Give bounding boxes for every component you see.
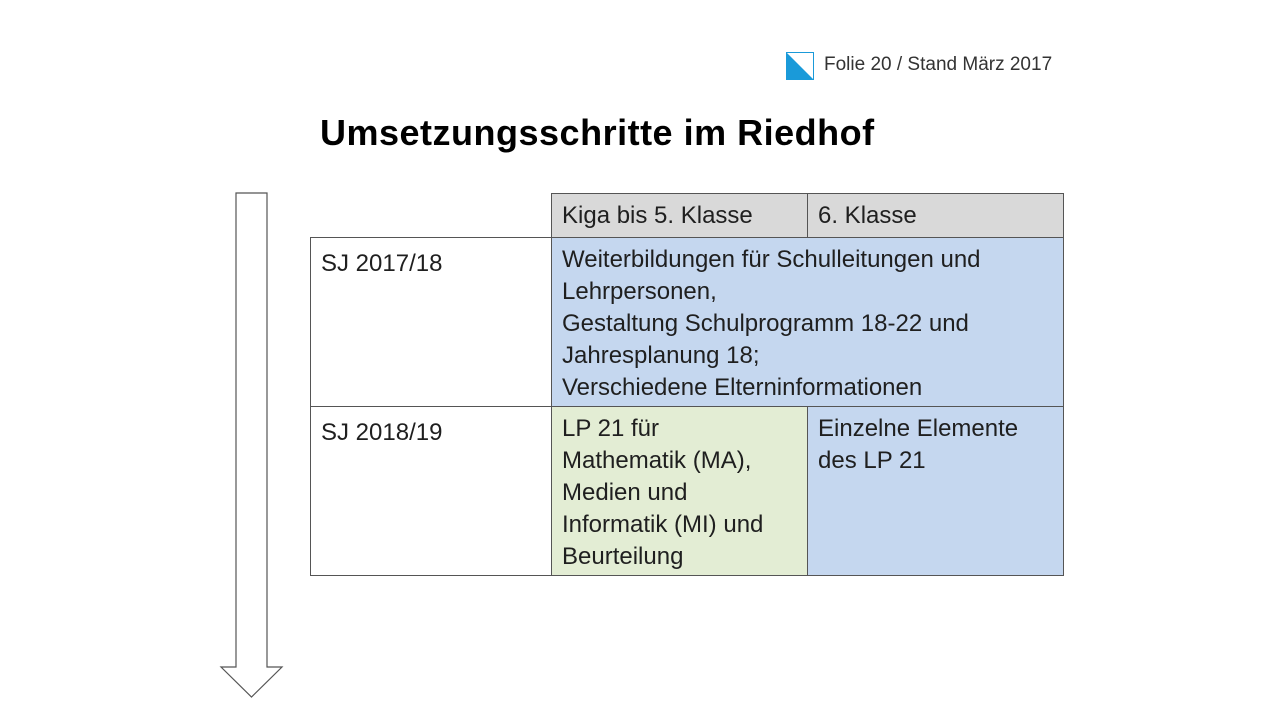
timeline-arrow-icon <box>219 192 284 700</box>
slide-title: Umsetzungsschritte im Riedhof <box>320 112 875 153</box>
canton-logo-icon <box>786 52 814 80</box>
row-label-sj-2018-19: SJ 2018/19 <box>310 406 552 576</box>
row-label-sj-2017-18: SJ 2017/18 <box>310 237 552 407</box>
schedule-table <box>310 193 1064 576</box>
column-header-6-klasse: 6. Klasse <box>807 193 1064 238</box>
slide-number-label: Folie 20 / Stand März 2017 <box>824 54 1053 75</box>
column-header-kiga: Kiga bis 5. Klasse <box>551 193 808 238</box>
row-2017-18-merged-cell: Weiterbildungen für Schulleitungen und Lehrpersonen, Gestaltung Schulprogramm 18-22 und Jahresplanung 18; Verschiedene Elterninformationen <box>551 237 1064 407</box>
row-2018-19-6-klasse-cell: Einzelne Elemente des LP 21 <box>807 406 1064 576</box>
row-2018-19-kiga-cell: LP 21 für Mathematik (MA), Medien und Informatik (MI) und Beurteilung <box>551 406 808 576</box>
